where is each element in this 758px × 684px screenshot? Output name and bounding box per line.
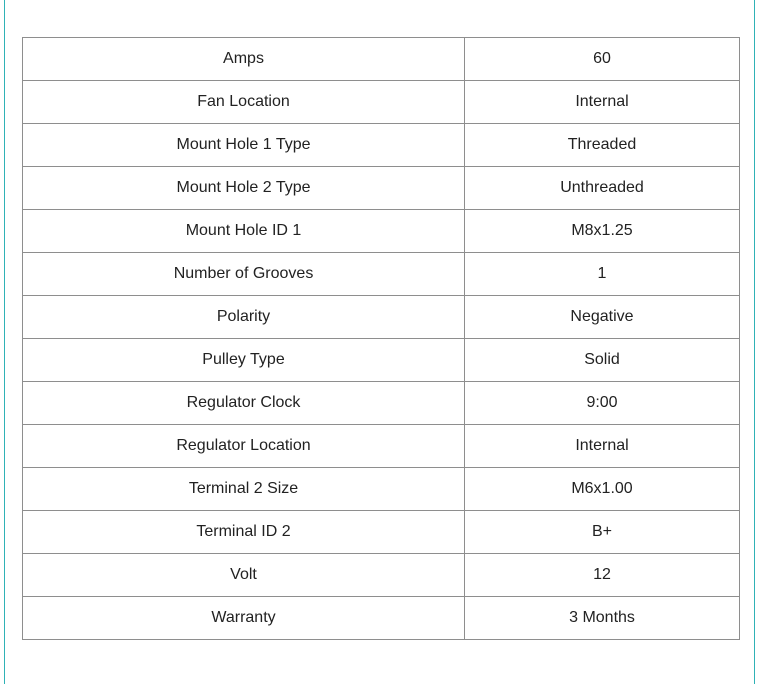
spec-label: Number of Grooves xyxy=(23,253,465,296)
spec-value: M8x1.25 xyxy=(465,210,740,253)
spec-label: Regulator Location xyxy=(23,425,465,468)
spec-label: Polarity xyxy=(23,296,465,339)
table-row xyxy=(23,382,740,425)
table-row xyxy=(23,554,740,597)
table-row xyxy=(23,253,740,296)
spec-value: M6x1.00 xyxy=(465,468,740,511)
spec-label: Mount Hole 2 Type xyxy=(23,167,465,210)
spec-label: Regulator Clock xyxy=(23,382,465,425)
spec-label: Mount Hole 1 Type xyxy=(23,124,465,167)
spec-label: Mount Hole ID 1 xyxy=(23,210,465,253)
spec-value: Internal xyxy=(465,81,740,124)
spec-value: Internal xyxy=(465,425,740,468)
spec-value: Negative xyxy=(465,296,740,339)
spec-label: Volt xyxy=(23,554,465,597)
spec-value: 1 xyxy=(465,253,740,296)
table-row xyxy=(23,167,740,210)
spec-value: 12 xyxy=(465,554,740,597)
table-row xyxy=(23,339,740,382)
table-row xyxy=(23,597,740,640)
spec-label: Amps xyxy=(23,38,465,81)
table-row xyxy=(23,81,740,124)
spec-value: 9:00 xyxy=(465,382,740,425)
table-row xyxy=(23,296,740,339)
spec-label: Terminal ID 2 xyxy=(23,511,465,554)
spec-value: Unthreaded xyxy=(465,167,740,210)
spec-value: Solid xyxy=(465,339,740,382)
table-row xyxy=(23,425,740,468)
table-row xyxy=(23,124,740,167)
spec-label: Fan Location xyxy=(23,81,465,124)
spec-label: Warranty xyxy=(23,597,465,640)
spec-label: Pulley Type xyxy=(23,339,465,382)
spec-value: B+ xyxy=(465,511,740,554)
spec-value: 60 xyxy=(465,38,740,81)
specifications-table xyxy=(22,37,740,640)
table-row xyxy=(23,210,740,253)
spec-value: Threaded xyxy=(465,124,740,167)
spec-label: Terminal 2 Size xyxy=(23,468,465,511)
table-row xyxy=(23,38,740,81)
spec-value: 3 Months xyxy=(465,597,740,640)
table-row xyxy=(23,511,740,554)
table-row xyxy=(23,468,740,511)
